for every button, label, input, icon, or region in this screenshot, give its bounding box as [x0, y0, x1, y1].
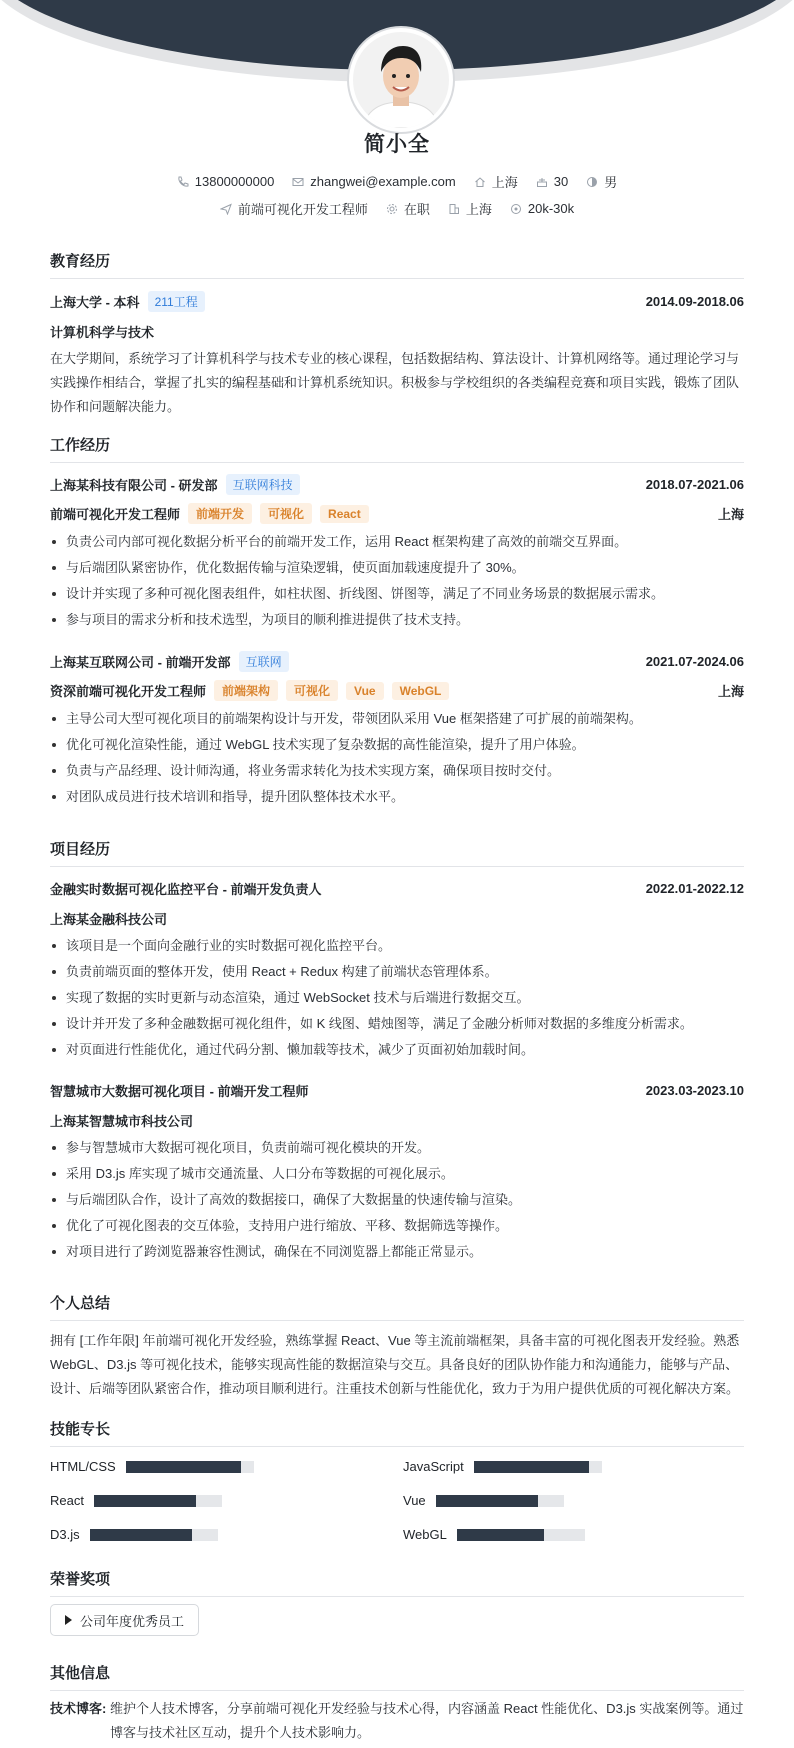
- education-section-title: 教育经历: [50, 250, 744, 279]
- school-name: 上海大学 - 本科: [50, 295, 140, 310]
- project-1-bullets: [50, 933, 744, 1063]
- salary-text: 20k-30k: [527, 201, 575, 216]
- work-section-title: 工作经历: [50, 434, 744, 463]
- other-info-text: 维护个人技术博客，分享前端可视化开发经验与技术心得，内容涵盖 React 性能优化、D3.js 实战案例等。通过博客与技术社区互动，提升个人技术影响力。: [110, 1701, 744, 1740]
- award-label: 公司年度优秀员工: [80, 1613, 185, 1629]
- project-2-name: 智慧城市大数据可视化项目 - 前端开发工程师: [50, 1084, 309, 1099]
- work-1-company: 上海某科技有限公司 - 研发部: [50, 478, 218, 493]
- list-item: 参与智慧城市大数据可视化项目，负责前端可视化模块的开发。: [50, 1135, 744, 1161]
- gear-icon: [386, 203, 398, 215]
- list-item: 优化可视化渲染性能，通过 WebGL 技术实现了复杂数据的高性能渲染，提升了用户体验。: [50, 732, 744, 758]
- work-2-industry-tag: 互联网: [239, 651, 289, 672]
- list-item: 与后端团队紧密协作，优化数据传输与渲染逻辑，使页面加载速度提升了 30%。: [50, 555, 744, 581]
- project-1-date: 2022.01-2022.12: [645, 881, 744, 896]
- status-text: 在职: [403, 202, 430, 217]
- list-item: 与后端团队合作，设计了高效的数据接口，确保了大数据量的快速传输与渲染。: [50, 1187, 744, 1213]
- status-info: [386, 199, 430, 218]
- avatar-portrait-icon: [353, 32, 449, 128]
- summary-section-title: 个人总结: [50, 1292, 744, 1321]
- skill-name: WebGL: [403, 1527, 447, 1542]
- skill-item: [50, 1527, 218, 1542]
- skill-level-bar: [90, 1529, 218, 1541]
- other-info-row: [50, 1697, 744, 1745]
- projects-section-title: 项目经历: [50, 838, 744, 867]
- project-1-org: 上海某金融科技公司: [50, 912, 168, 927]
- work-1-header: [50, 474, 744, 495]
- coin-icon: [510, 203, 522, 215]
- mail-icon: [292, 176, 304, 188]
- age-text: 30: [553, 174, 569, 189]
- position-text: 前端可视化开发工程师: [237, 202, 368, 217]
- job-intent-row: [0, 199, 794, 218]
- list-item: 优化了可视化图表的交互体验，支持用户进行缩放、平移、数据筛选等操作。: [50, 1213, 744, 1239]
- play-icon: [65, 1615, 72, 1625]
- skill-name: HTML/CSS: [50, 1459, 116, 1474]
- list-item: 负责公司内部可视化数据分析平台的前端开发工作，运用 React 框架构建了高效的前端交互界面。: [50, 529, 744, 555]
- project-1-name: 金融实时数据可视化监控平台 - 前端开发负责人: [50, 882, 322, 897]
- project-2-org: 上海某智慧城市科技公司: [50, 1114, 194, 1129]
- home-info: [474, 172, 518, 191]
- home-text: 上海: [491, 175, 518, 190]
- education-date: 2014.09-2018.06: [645, 294, 744, 309]
- work-1-skill-tag: 可视化: [260, 503, 312, 524]
- work-1-skill-tag: 前端开发: [188, 503, 252, 524]
- skill-name: JavaScript: [403, 1459, 464, 1474]
- skills-section-title: 技能专长: [50, 1418, 744, 1447]
- education-major: 计算机科学与技术: [50, 325, 155, 340]
- skill-name: React: [50, 1493, 84, 1508]
- list-item: 该项目是一个面向金融行业的实时数据可视化监控平台。: [50, 933, 744, 959]
- gender-text: 男: [604, 175, 618, 190]
- send-icon: [220, 203, 232, 215]
- work-2-skill-tag: WebGL: [392, 682, 450, 700]
- contact-row: [0, 172, 794, 191]
- list-item: 主导公司大型可视化项目的前端架构设计与开发，带领团队采用 Vue 框架搭建了可扩展的前端架构。: [50, 706, 744, 732]
- work-1-skill-tag: React: [320, 505, 369, 523]
- building-icon: [448, 203, 460, 215]
- gender-info: [586, 172, 617, 191]
- skill-item: [403, 1527, 585, 1542]
- project-1-header: [50, 879, 744, 898]
- project-2-date: 2023.03-2023.10: [645, 1083, 744, 1098]
- gender-icon: [586, 176, 598, 188]
- work-1-title: 前端可视化开发工程师: [50, 507, 181, 522]
- list-item: 实现了数据的实时更新与动态渲染，通过 WebSocket 技术与后端进行数据交互。: [50, 985, 744, 1011]
- skill-item: [50, 1459, 254, 1474]
- skill-level-bar: [126, 1461, 254, 1473]
- list-item: 对团队成员进行技术培训和指导，提升团队整体技术水平。: [50, 784, 744, 810]
- list-item: 参与项目的需求分析和技术选型，为项目的顺利推进提供了技术支持。: [50, 607, 744, 633]
- project-2-header: [50, 1081, 744, 1100]
- work-1-location: 上海: [717, 507, 744, 522]
- skill-name: Vue: [403, 1493, 426, 1508]
- work-2-skill-tag: 可视化: [286, 680, 338, 701]
- list-item: 负责与产品经理、设计师沟通，将业务需求转化为技术实现方案，确保项目按时交付。: [50, 758, 744, 784]
- email-text: zhangwei@example.com: [310, 174, 456, 189]
- work-1-date: 2018.07-2021.06: [645, 477, 744, 492]
- phone-text: 13800000000: [194, 174, 275, 189]
- salary-info: [510, 199, 574, 218]
- list-item: 对页面进行性能优化，通过代码分割、懒加载等技术，减少了页面初始加载时间。: [50, 1037, 744, 1063]
- city-info: [448, 199, 492, 218]
- work-2-location: 上海: [717, 684, 744, 699]
- work-2-date: 2021.07-2024.06: [645, 654, 744, 669]
- work-2-header: [50, 651, 744, 672]
- work-2-bullets: [50, 706, 744, 810]
- skill-item: [403, 1459, 602, 1474]
- avatar: [349, 28, 453, 132]
- email-info: [292, 172, 455, 191]
- skill-level-fill: [94, 1495, 196, 1507]
- position-info: [220, 199, 368, 218]
- list-item: 设计并实现了多种可视化图表组件，如柱状图、折线图、饼图等，满足了不同业务场景的数据展示需求。: [50, 581, 744, 607]
- home-icon: [474, 176, 486, 188]
- skill-level-fill: [457, 1529, 544, 1541]
- work-2-skill-tag: 前端架构: [214, 680, 278, 701]
- skill-level-fill: [436, 1495, 538, 1507]
- candidate-name: 简小全: [364, 133, 430, 156]
- education-header: [50, 291, 744, 312]
- skill-item: [50, 1493, 222, 1508]
- other-info-label: 技术博客:: [50, 1701, 107, 1716]
- work-2-company: 上海某互联网公司 - 前端开发部: [50, 655, 231, 670]
- project-2-bullets: [50, 1135, 744, 1265]
- skill-level-fill: [90, 1529, 192, 1541]
- skill-level-bar: [94, 1495, 222, 1507]
- skill-level-bar: [436, 1495, 564, 1507]
- award-item[interactable]: [50, 1604, 199, 1636]
- skill-level-fill: [474, 1461, 589, 1473]
- skill-level-fill: [126, 1461, 241, 1473]
- city-text: 上海: [465, 202, 492, 217]
- skill-name: D3.js: [50, 1527, 80, 1542]
- list-item: 负责前端页面的整体开发，使用 React + Redux 构建了前端状态管理体系。: [50, 959, 744, 985]
- work-1-industry-tag: 互联网科技: [226, 474, 300, 495]
- work-2-role-row: [50, 680, 744, 701]
- list-item: 设计并开发了多种金融数据可视化组件，如 K 线图、蜡烛图等，满足了金融分析师对数据的多维度分析需求。: [50, 1011, 744, 1037]
- education-description: 在大学期间，系统学习了计算机科学与技术专业的核心课程，包括数据结构、算法设计、计算机网络等。通过理论学习与实践操作相结合，掌握了扎实的编程基础和计算机系统知识。积极参与学校组织的各类编程竞赛和项目实践，锻炼了团队协作和问题解决能力。: [50, 351, 740, 414]
- skill-level-bar: [457, 1529, 585, 1541]
- skill-item: [403, 1493, 564, 1508]
- list-item: 采用 D3.js 库实现了城市交通流量、人口分布等数据的可视化展示。: [50, 1161, 744, 1187]
- skill-level-bar: [474, 1461, 602, 1473]
- awards-section-title: 荣誉奖项: [50, 1568, 744, 1597]
- phone-info: [177, 172, 275, 191]
- other-section-title: 其他信息: [50, 1662, 744, 1691]
- age-info: [536, 172, 568, 191]
- work-2-title: 资深前端可视化开发工程师: [50, 684, 207, 699]
- phone-icon: [177, 176, 189, 188]
- work-2-skill-tag: Vue: [346, 682, 384, 700]
- school-tag: 211工程: [148, 291, 205, 312]
- list-item: 对项目进行了跨浏览器兼容性测试，确保在不同浏览器上都能正常显示。: [50, 1239, 744, 1265]
- summary-text: 拥有 [工作年限] 年前端可视化开发经验，熟练掌握 React、Vue 等主流前端框架，具备丰富的可视化图表开发经验。熟悉 WebGL、D3.js 等可视化技术，能够实现高性能的数据渲染与交互。具备良好的团队协作能力和沟通能力，能够与产品、设计、后端等团队紧密合作，推动项目顺利进行。注重技术创新与性能优化，致力于为用户提供优质的可视化解决方案。: [50, 1333, 740, 1396]
- cake-icon: [536, 176, 548, 188]
- work-1-role-row: [50, 503, 744, 524]
- work-1-bullets: [50, 529, 744, 633]
